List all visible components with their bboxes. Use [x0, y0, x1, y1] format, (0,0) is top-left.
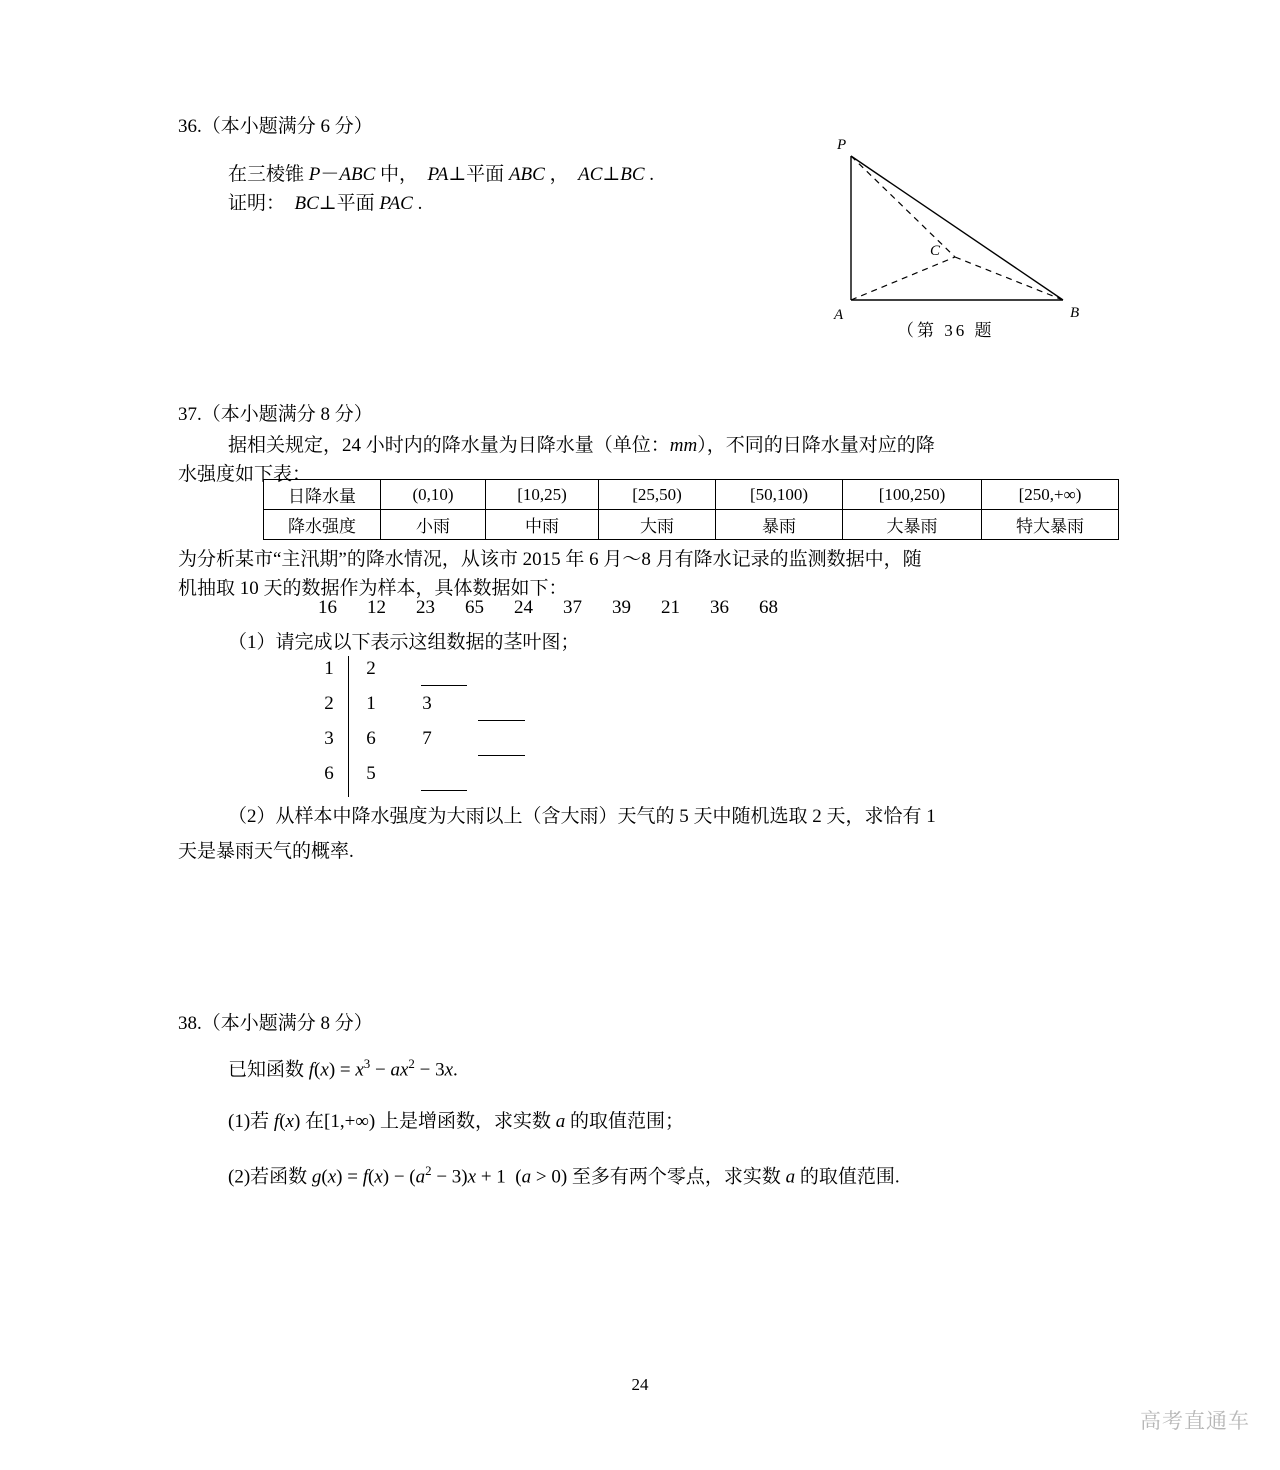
- row-label-amount: 日降水量: [264, 480, 381, 510]
- table-row-amounts: [264, 480, 1119, 510]
- question-36-heading: 36.（本小题满分 6 分）: [178, 116, 373, 137]
- vertex-label-A: A: [834, 307, 844, 323]
- vertex-label-P: P: [837, 137, 847, 153]
- question-37-body-line-2: 机抽取 10 天的数据作为样本，具体数据如下：: [178, 578, 568, 599]
- question-37-body-line-1: 为分析某市“主汛期”的降水情况，从该市 2015 年 6 月～8 月有降水记录的监测数据中，随: [178, 549, 922, 570]
- sample-value: 39: [612, 597, 631, 618]
- question-38-line-1: 已知函数 $f(x) = x^3 - ax^2 - 3x$.: [228, 1056, 458, 1081]
- stem-leaf-row: [318, 728, 578, 763]
- leaf-blank[interactable]: [421, 685, 467, 686]
- stem-leaf-divider: [348, 761, 349, 797]
- rainfall-table: [263, 479, 1119, 540]
- stem-leaf-row: [318, 693, 578, 728]
- stem-leaf-row: [318, 763, 578, 798]
- leaf-value: 1: [366, 693, 376, 714]
- question-37-part-1: （1）请完成以下表示这组数据的茎叶图；: [228, 632, 580, 653]
- sample-value: 37: [563, 597, 582, 618]
- leaf-blank[interactable]: [478, 755, 525, 756]
- leaf-value: 6: [366, 728, 376, 749]
- leaf-value: 3: [422, 693, 432, 714]
- intensity-cell-5: 大暴雨: [843, 510, 982, 540]
- sample-value: 36: [710, 597, 729, 618]
- sample-value: 24: [514, 597, 533, 618]
- question-37-intro-line-1: 据相关规定，24 小时内的降水量为日降水量（单位：mm），不同的日降水量对应的降: [228, 435, 935, 456]
- leaf-value: 5: [366, 763, 376, 784]
- edge-AC: [851, 257, 955, 300]
- sample-data-row: [318, 597, 808, 619]
- stem-leaf-divider: [348, 726, 349, 762]
- question-38-part-1: (1)若 f(x) 在[1,+∞) 上是增函数，求实数 a 的取值范围；: [228, 1111, 684, 1132]
- leaf-blank[interactable]: [421, 790, 467, 791]
- amount-cell-4: [50,100): [716, 480, 843, 510]
- question-37-part-2-line-2: 天是暴雨天气的概率.: [178, 841, 354, 862]
- intensity-cell-3: 大雨: [599, 510, 716, 540]
- tetrahedron-svg: [820, 130, 1090, 345]
- sample-value: 65: [465, 597, 484, 618]
- question-38-heading: 38.（本小题满分 8 分）: [178, 1013, 373, 1034]
- question-38-part-2: (2)若函数 $g(x) = f(x) - (a^2 - 3)x + 1$ (a > 0) 至多有两个零点，求实数 a 的取值范围.: [228, 1163, 900, 1188]
- leaf-value: 7: [422, 728, 432, 749]
- question-37-intro-line-2: 水强度如下表：: [178, 464, 312, 485]
- sample-value: 16: [318, 597, 337, 618]
- vertex-label-C: C: [930, 243, 941, 259]
- question-36-line-1: 在三棱锥 P－ABC 中， PA⊥平面 ABC ， AC⊥BC .: [228, 164, 655, 185]
- stem-leaf-row: [318, 658, 578, 693]
- row-label-intensity: 降水强度: [264, 510, 381, 540]
- question-37-heading: 37.（本小题满分 8 分）: [178, 404, 373, 425]
- figure-36-caption: （第 36 题: [897, 321, 995, 340]
- question-36-line-2: 证明： BC⊥平面 PAC .: [228, 193, 423, 214]
- stem-value: 6: [324, 763, 334, 784]
- sample-value: 68: [759, 597, 778, 618]
- stem-leaf-plot: [318, 658, 578, 798]
- amount-cell-1: (0,10): [381, 480, 486, 510]
- amount-cell-2: [10,25): [486, 480, 599, 510]
- stem-value: 3: [324, 728, 334, 749]
- intensity-cell-1: 小雨: [381, 510, 486, 540]
- intensity-cell-2: 中雨: [486, 510, 599, 540]
- amount-cell-3: [25,50): [599, 480, 716, 510]
- amount-cell-5: [100,250): [843, 480, 982, 510]
- edge-PC: [851, 156, 955, 257]
- watermark: 高考直通车: [1140, 1410, 1250, 1433]
- table-row-intensities: [264, 510, 1119, 540]
- intensity-cell-6: 特大暴雨: [982, 510, 1119, 540]
- stem-value: 2: [324, 693, 334, 714]
- question-37-part-2-line-1: （2）从样本中降水强度为大雨以上（含大雨）天气的 5 天中随机选取 2 天，求恰有 1: [228, 806, 936, 827]
- sample-value: 21: [661, 597, 680, 618]
- leaf-blank[interactable]: [478, 720, 525, 721]
- stem-value: 1: [324, 658, 334, 679]
- intensity-cell-4: 暴雨: [716, 510, 843, 540]
- page-number: 24: [631, 1375, 649, 1394]
- stem-leaf-divider: [348, 656, 349, 692]
- sample-value: 12: [367, 597, 386, 618]
- leaf-value: 2: [366, 658, 376, 679]
- vertex-label-B: B: [1070, 305, 1080, 321]
- sample-value: 23: [416, 597, 435, 618]
- tetrahedron-figure: [820, 130, 1090, 345]
- amount-cell-6: [250,+∞): [982, 480, 1119, 510]
- stem-leaf-divider: [348, 691, 349, 727]
- edge-PB: [851, 156, 1063, 300]
